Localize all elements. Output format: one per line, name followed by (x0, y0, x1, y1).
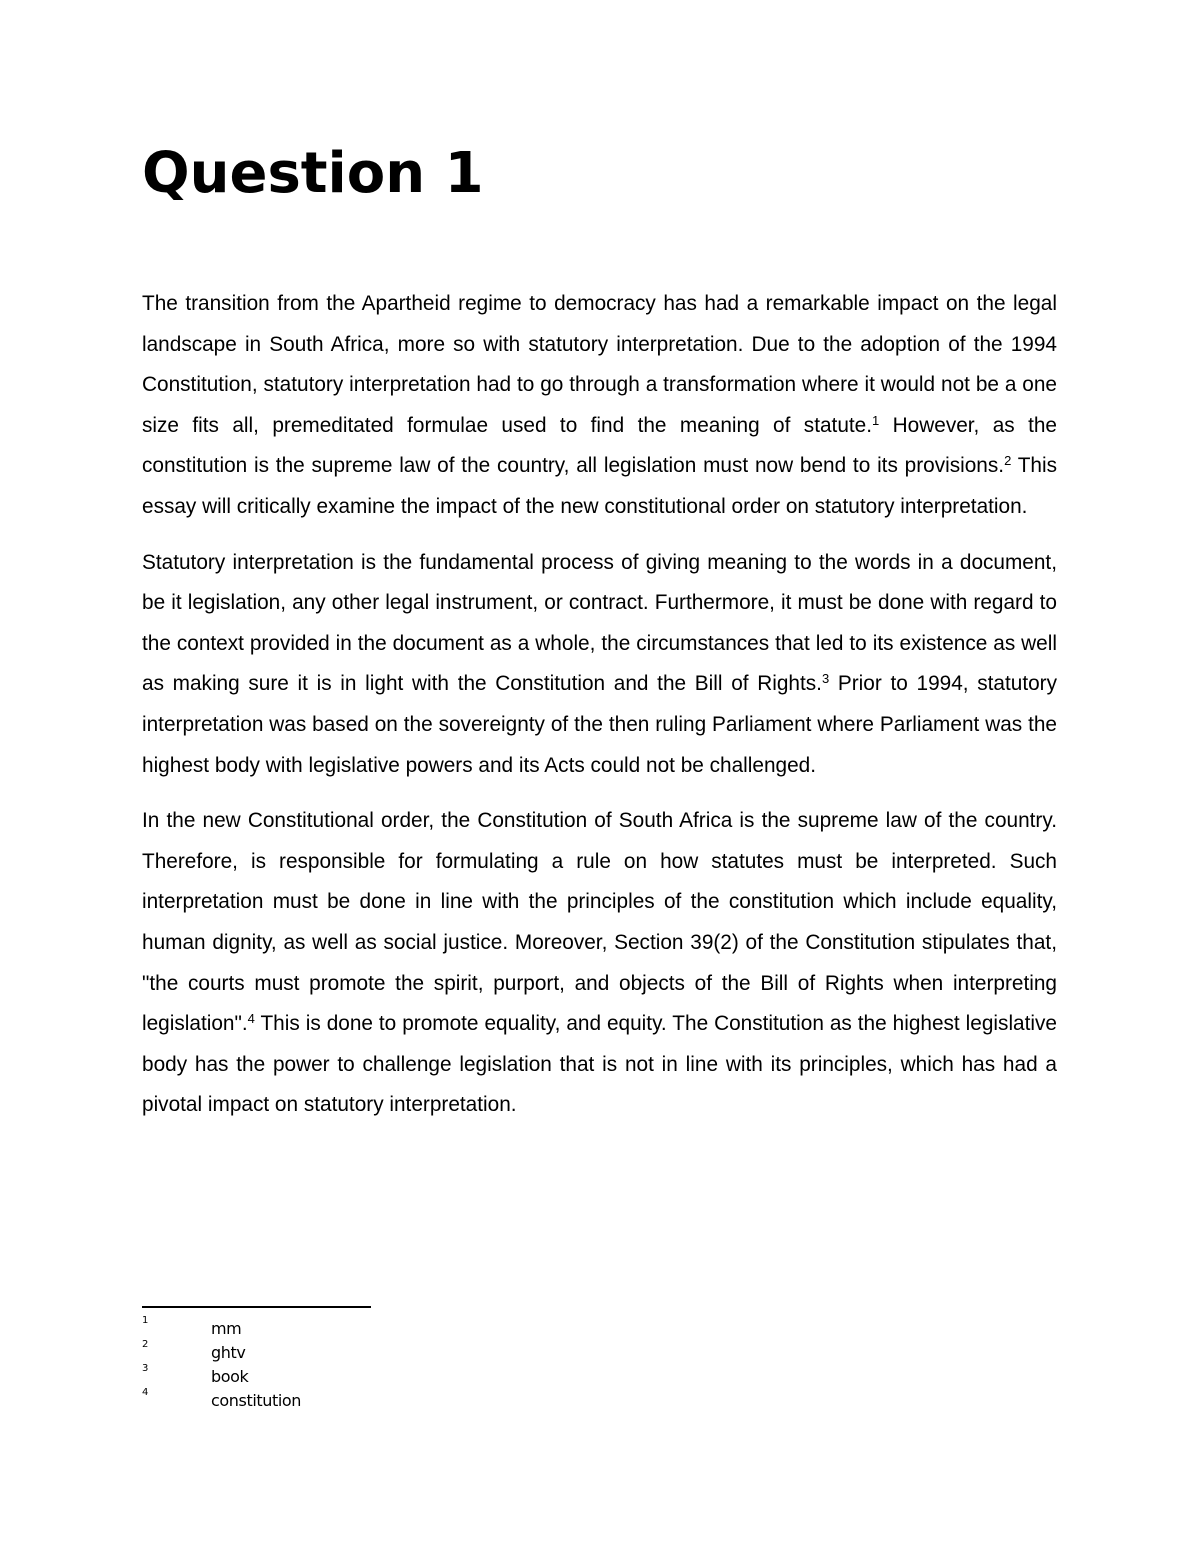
footnote-ref: 1 (872, 412, 880, 428)
footnote-number: 3 (142, 1363, 149, 1374)
paragraph-text: Prior to 1994, statutory interpretation was based on the sovereignty of the then ruling Parliament where Parliament was the highest body with legislative powers and its Acts could not be challenged. (142, 672, 1057, 777)
footnote-ref: 4 (247, 1011, 255, 1027)
question-heading: Question 1 (142, 141, 484, 206)
paragraph-text: Statutory interpretation is the fundamental process of giving meaning to the words in a document, be it legislation, any other legal instrument, or contract. Furthermore, it must be done with regard to the context provided in the document as a whole, the circumstances that led to its existence as well as making sure it is in light with the Constitution and the Bill of Rights. (142, 550, 1057, 696)
footnote-text: ghtv (211, 1343, 246, 1362)
footnote-separator (142, 1306, 371, 1308)
paragraph-3 (142, 801, 1057, 1126)
paragraph-text: The transition from the Apartheid regime to democracy has had a remarkable impact on the legal landscape in South Africa, more so with statutory interpretation. Due to the adoption of the 1994 Constitution, statutory interpretation had to go through a transformation where it would not be a one size fits all, premeditated formulae used to find the meaning of statute. (142, 292, 1057, 437)
footnote-text: book (211, 1367, 249, 1386)
footnote-ref: 3 (821, 671, 830, 687)
essay-body (142, 284, 1057, 1141)
paragraph-text: In the new Constitutional order, the Constitution of South Africa is the supreme law of the country. Therefore, is responsible for formulating a rule on how statutes must be interpreted. Such interpretation must be done in line with the principles of the constitution which include equality, human dignity, as well as social justice. Moreover, Section 39(2) of the Constitution stipulates that, "the courts must promote the spirit, purport, and objects of the Bill of Rights when interpreting legislation". (142, 809, 1057, 1036)
footnote-ref: 2 (1004, 453, 1012, 469)
footnote-number: 1 (142, 1315, 149, 1326)
paragraph-text: This is done to promote equality, and equity. The Constitution as the highest legislative body has the power to challenge legislation that is not in line with its principles, which has had a pivotal impact on statutory interpretation. (142, 1012, 1057, 1117)
paragraph-2 (142, 543, 1057, 787)
footnote-text: mm (211, 1319, 242, 1338)
paragraph-text: This essay will critically examine the impact of the new constitutional order on statutory interpretation. (142, 454, 1057, 518)
footnote-text: constitution (211, 1391, 302, 1410)
paragraph-1 (142, 284, 1057, 528)
footnote-number: 2 (142, 1339, 149, 1350)
paragraph-text: However, as the constitution is the supreme law of the country, all legislation must now bend to its provisions. (142, 413, 1058, 478)
footnote-number: 4 (142, 1387, 149, 1398)
